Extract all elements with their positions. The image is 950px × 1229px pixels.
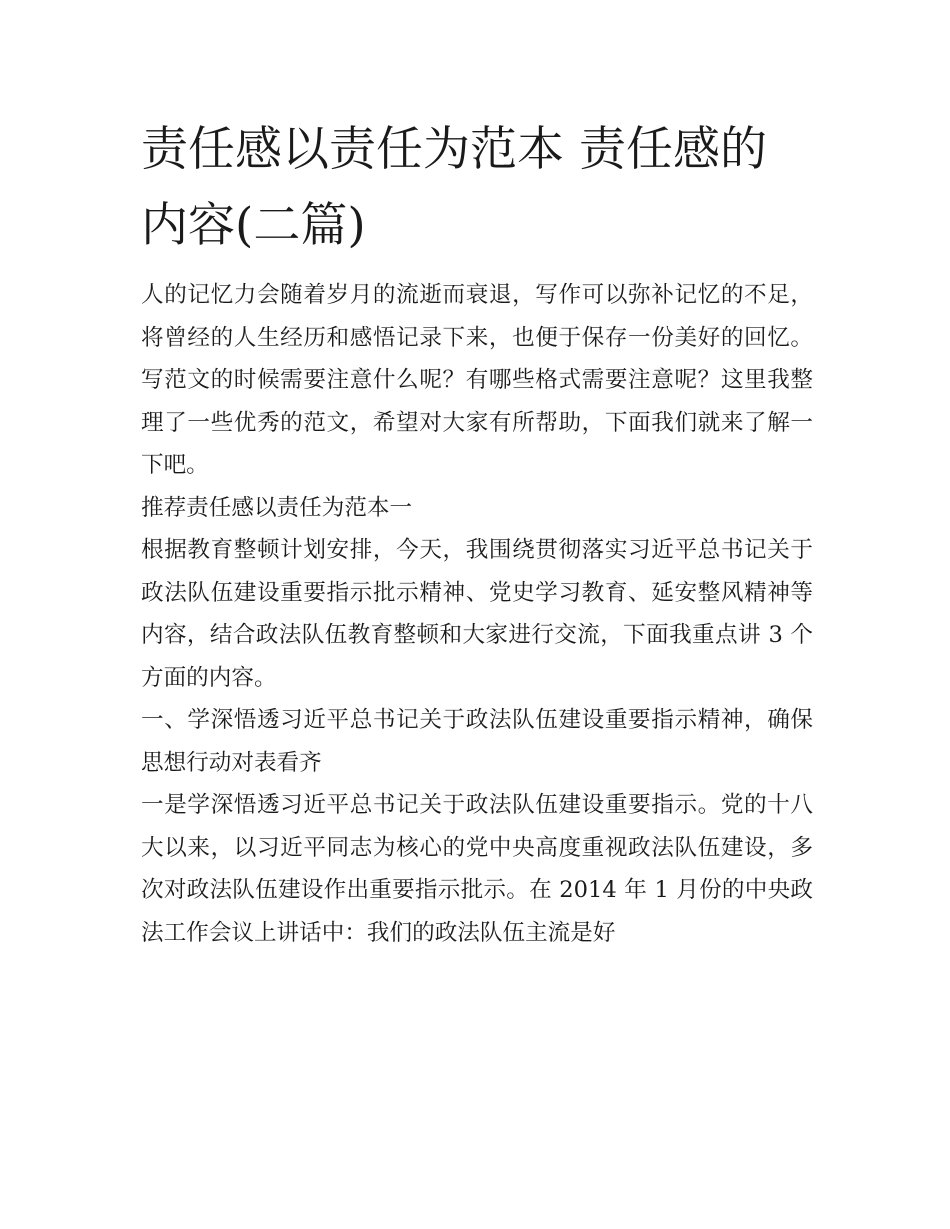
document-title: 责任感以责任为范本 责任感的内容(二篇) <box>141 122 767 253</box>
body-paragraph-2: 一是学深悟透习近平总书记关于政法队伍建设重要指示。党的十八大以来，以习近平同志为核心的党中央高度重视政法队伍建设，多次对政法队伍建设作出重要指示批示。在 2014 年 1 月份的中央政法工作会议上讲话中：我们的政法队伍主流是好 <box>141 792 813 946</box>
document-page <box>141 112 813 954</box>
section-heading-1: 推荐责任感以责任为范本一 <box>141 494 413 521</box>
intro-paragraph: 人的记忆力会随着岁月的流逝而衰退，写作可以弥补记忆的不足，将曾经的人生经历和感悟记录下来，也便于保存一份美好的回忆。写范文的时候需要注意什么呢？有哪些格式需要注意呢？这里我整理了一些优秀的范文，希望对大家有所帮助，下面我们就来了解一下吧。 <box>141 282 813 478</box>
body-paragraph-1: 根据教育整顿计划安排，今天，我围绕贯彻落实习近平总书记关于政法队伍建设重要指示批示精神、党史学习教育、延安整风精神等内容，结合政法队伍教育整顿和大家进行交流，下面我重点讲 3 个方面的内容。 <box>141 537 813 691</box>
subsection-heading-1: 一、学深悟透习近平总书记关于政法队伍建设重要指示精神，确保思想行动对表看齐 <box>141 707 813 776</box>
document-body <box>141 274 813 954</box>
